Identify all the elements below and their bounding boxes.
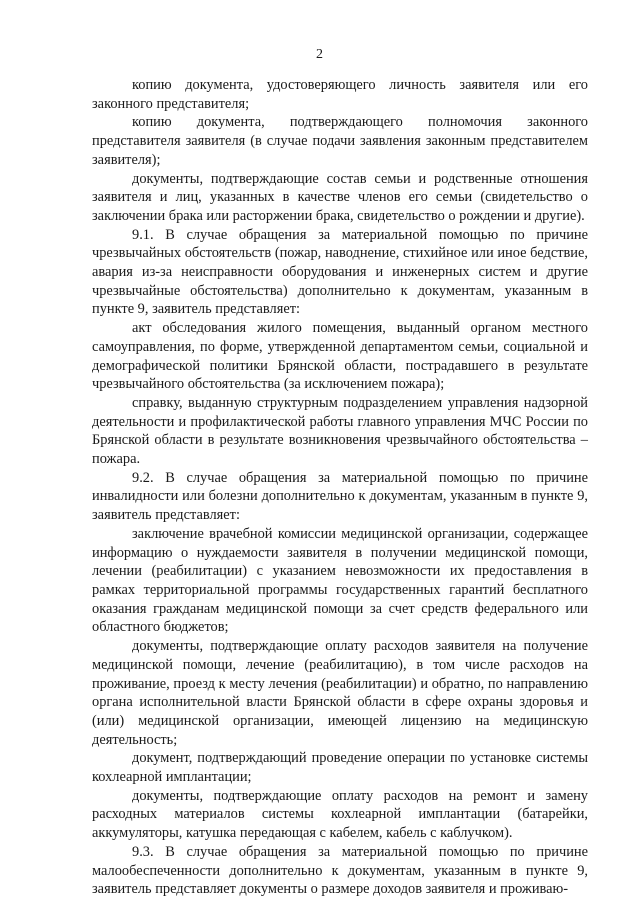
- paragraph: документы, подтверждающие оплату расходов заявителя на получение медицинской помощи, лечение (реабилитацию), в том числе расходов на проживание, проезд к месту лечения (реабилитации) и обратно, по направлению органа исполнительной власти Брянской области в сфере охраны здоровья и (или) медицинской организации, имеющей лицензию на медицинскую деятельность;: [92, 638, 588, 748]
- page-number: 2: [316, 47, 323, 62]
- paragraph: 9.2. В случае обращения за материальной помощью по причине инвалидности или болезни дополнительно к документам, указанным в пункте 9, заявитель представляет:: [92, 469, 588, 524]
- paragraph: справку, выданную структурным подразделением управления надзорной деятельности и профилактической работы главного управления МЧС России по Брянской области в результате возникновения чрезвычайного обстоятельства – пожара.: [92, 394, 588, 468]
- paragraph: документы, подтверждающие состав семьи и родственные отношения заявителя и лиц, указанных в качестве членов его семьи (свидетельство о заключении брака или расторжении брака, свидетельство о рождении и другие).: [92, 170, 588, 224]
- paragraph: 9.1. В случае обращения за материальной помощью по причине чрезвычайных обстоятельств (пожар, наводнение, стихийное или иное бедствие, авария из-за неисправности оборудования и инженерных систем и другие чрезвычайные обстоятельства) дополнительно к документам, указанным в пункте 9, заявитель представляет:: [92, 226, 588, 318]
- paragraph: копию документа, удостоверяющего личность заявителя или его законного представителя;: [92, 77, 588, 112]
- paragraph: 9.3. В случае обращения за материальной помощью по причине малообеспеченности дополнительно к документам, указанным в пункте 9, заявитель представляет документы о размере доходов заявителя и проживаю-: [92, 843, 588, 898]
- paragraph: акт обследования жилого помещения, выданный органом местного самоуправления, по форме, утвержденной департаментом семьи, социальной и демографической политики Брянской области, пострадавшего в результате чрезвычайного обстоятельства (за исключением пожара);: [92, 320, 588, 393]
- paragraph: копию документа, подтверждающего полномочия законного представителя заявителя (в случае подачи заявления законным представителем заявителя);: [92, 114, 588, 168]
- paragraph: документы, подтверждающие оплату расходов на ремонт и замену расходных материалов системы кохлеарной имплантации (батарейки, аккумуляторы, катушка передающая с кабелем, кабель с каблучком).: [92, 787, 588, 842]
- paragraph: заключение врачебной комиссии медицинской организации, содержащее информацию о нуждаемости заявителя в получении медицинской помощи, лечении (реабилитации) с указанием невозможности их предоставления в рамках территориальной программы государственных гарантий бесплатного оказания гражданам медицинской помощи за счет средств федерального или областного бюджетов;: [92, 525, 588, 636]
- paragraph: документ, подтверждающий проведение операции по установке системы кохлеарной имплантации;: [92, 750, 588, 786]
- document-body: [92, 76, 588, 899]
